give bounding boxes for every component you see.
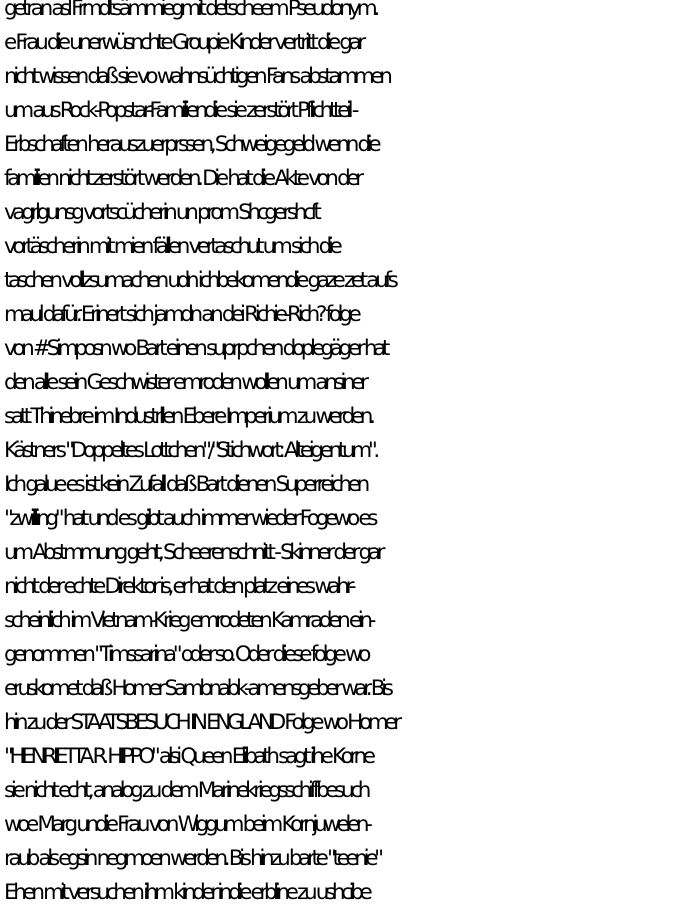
text-line: Kästners "Doppeltes Lottchen"/"Stichwort: Alteigentum". [4,438,376,463]
text-line: sie nicht echt, analog zu dem Marinekriegsschiffbesuch [4,778,368,803]
body-text [4,0,684,910]
text-line: den alle sein Geschwister emroden wollen um ansiner [4,370,365,395]
text-line: nicht der echte Direktor is, er hat den platz eines wahr- [4,574,353,599]
text-line: um Abstmmung geht, Scheerenschnitt - Skinner der gar [4,540,382,565]
text-line: nicht wissen daß sie vo wahnsüchtigen Fans abstammen [4,64,389,89]
text-line: raub als egsin negmoen werden. Bis hinzu barte "teenie" [4,846,380,871]
text-line: taschen vollzsumachen udn ichbekomendie gaze zet aufs [4,268,395,293]
text-line: "HENRIETTA R. HIPPO" alsi Queen Elibath sagt ihe Korne [4,744,372,769]
text-line: vortäscherin mit mien fällen vertaschut um sich die [4,234,339,259]
text-line: vagrlgunsg vortscücherin un prom Shcgershcft [4,200,318,225]
text-line: Ehen mit versuchen ihm kinder indie erbline zu ushcibe [4,880,369,905]
text-line: familien nicht zerstört werden. Die hat die Akte von der [4,166,360,191]
text-line: woe Marg undie Frau von Wiggum beim Kornjuwelen- [4,812,369,837]
text-line: scheinlich im Vietnam-Krieg emrodeten Kamraden ein- [4,608,373,633]
text-line: um aus Rock-Popstar-Familiendie sie zerstört Pflichtteil - [4,98,356,123]
text-line: "zwilling" hat und es gibt auch immer wieder Fogewo es [4,506,375,531]
text-line: Erbschaften herauszuerprssen, Schweigegeld wenn die [4,132,378,157]
text-line: maul dafür. Erinert sich jamdn an dei Richie-Rich? folge [4,302,358,327]
text-line: hin zu der STAATSBESUCH IN ENGLAND Folge wo Homer [4,710,398,735]
text-line: von #Simposn wo Bart einen suprpchen doplegäger hat [4,336,386,361]
text-line: genommen "Timssarina" oder so. Oder diese folge wo [4,642,368,667]
text-line: getran asl Frmdtsämmiegmit detscheem Pseudonym. [4,0,376,21]
text-line: satt Thinebre im Industrllen Ebere Imperium zu werden. [4,404,372,429]
text-line: eruskomet daß Homer Sambnabk-amensgeber war. Bis [4,676,390,701]
text-line: e Frau die unerwüsnchte Groupie Kinder vertritt die gar [4,30,362,55]
text-line: Ich galue es ist kein Zufall daß Bart dienen Superreichen [4,472,366,497]
